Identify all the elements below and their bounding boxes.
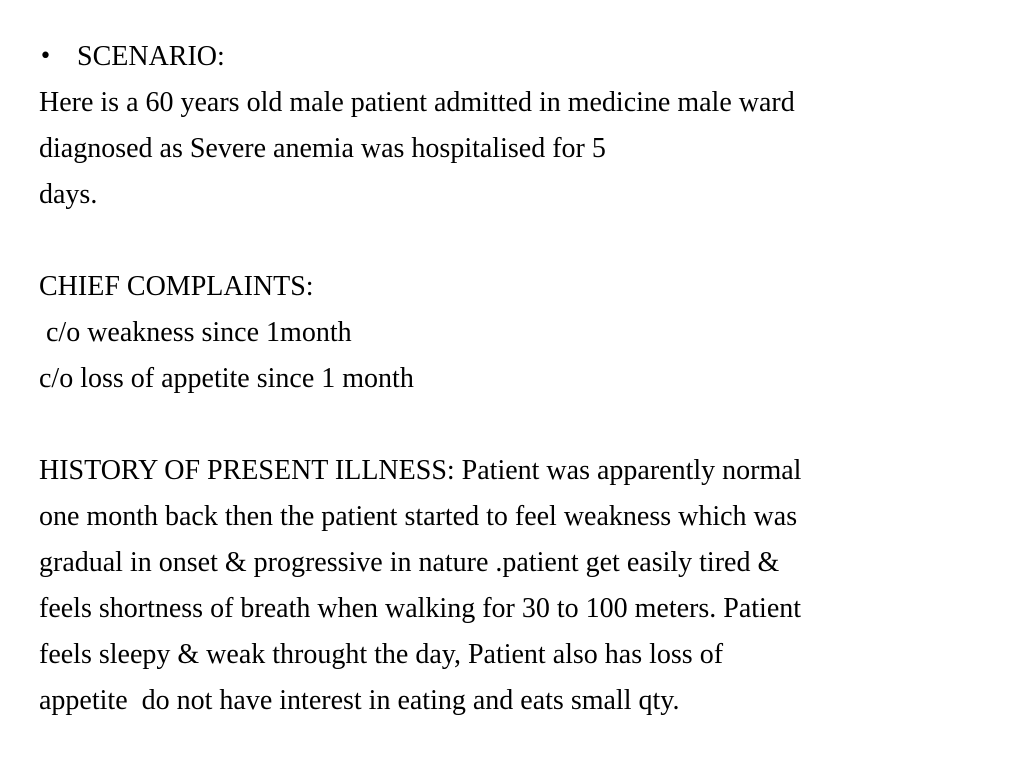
history-line: one month back then the patient started to feel weakness which was [39, 501, 798, 532]
scenario-line: days. [39, 179, 98, 210]
paragraph-spacer [39, 218, 999, 264]
bullet-icon: • [39, 44, 52, 69]
scenario-line: diagnosed as Severe anemia was hospitalised for 5 [39, 133, 606, 164]
complaint-item: c/o weakness since 1month [39, 317, 352, 348]
history-line: feels shortness of breath when walking for 30 to 100 meters. Patient [39, 593, 802, 624]
scenario-heading: SCENARIO: [77, 41, 225, 72]
scenario-bullet-line [39, 34, 999, 80]
scenario-line: Here is a 60 years old male patient admitted in medicine male ward [39, 87, 795, 118]
history-line: gradual in onset & progressive in nature .patient get easily tired & [39, 547, 780, 578]
chief-complaints-heading: CHIEF COMPLAINTS: [39, 271, 314, 302]
complaint-item: c/o loss of appetite since 1 month [39, 363, 414, 394]
slide-text-box[interactable] [39, 34, 999, 724]
paragraph-spacer [39, 402, 999, 448]
history-line: feels sleepy & weak throught the day, Patient also has loss of [39, 639, 724, 670]
history-line: appetite do not have interest in eating and eats small qty. [39, 685, 680, 716]
history-line: HISTORY OF PRESENT ILLNESS: Patient was apparently normal [39, 455, 802, 486]
